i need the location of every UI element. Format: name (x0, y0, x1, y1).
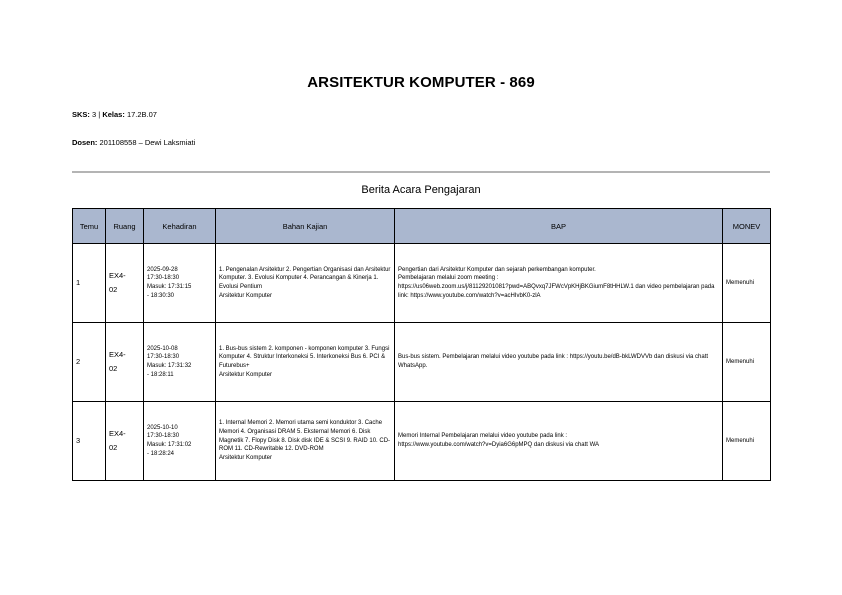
cell-monev: Memenuhi (723, 244, 771, 323)
cell-monev: Memenuhi (723, 402, 771, 481)
sks-value: 3 (92, 110, 97, 119)
cell-ruang: EX4- 02 (106, 244, 144, 323)
table-row (73, 402, 771, 481)
lecturer-info (72, 138, 195, 147)
cell-temu: 3 (73, 402, 106, 481)
cell-temu: 2 (73, 323, 106, 402)
cell-bahan-kajian: 1. Internal Memori 2. Memori utama semi konduktor 3. Cache Memori 4. Organisasi DRAM 5. Eksternal Memori 6. Disk Magnetik 7. Flopy Disk 8. Disk disk IDE & SCSI 9. RAID 10. CD-ROM 11. CD-Rewritable 12. DVD-ROM Arsitektur Komputer (216, 402, 395, 481)
cell-bahan-kajian: 1. Pengenalan Arsitektur 2. Pengertian Organisasi dan Arsitektur Komputer. 3. Evolusi Komputer 4. Perancangan & Kinerja 1. Evolusi Pentium Arsitektur Komputer (216, 244, 395, 323)
course-info (72, 110, 157, 119)
kelas-value: 17.2B.07 (126, 110, 157, 119)
bap-table (72, 208, 771, 481)
header-kehadiran: Kehadiran (144, 209, 216, 244)
cell-ruang: EX4- 02 (106, 402, 144, 481)
page-title: ARSITEKTUR KOMPUTER - 869 (307, 74, 535, 91)
header-bahan-kajian: Bahan Kajian (216, 209, 395, 244)
dosen-label: Dosen: (72, 138, 98, 147)
cell-bap: Memori Internal Pembelajaran melalui video youtube pada link : https://www.youtube.com/watch?v=Dyia6G6pMPQ dan diskusi via chatt WA (395, 402, 723, 481)
table-header-row (73, 209, 771, 244)
cell-temu: 1 (73, 244, 106, 323)
divider (72, 171, 770, 173)
cell-ruang: EX4- 02 (106, 323, 144, 402)
header-bap: BAP (395, 209, 723, 244)
table-row (73, 323, 771, 402)
header-monev: MONEV (723, 209, 771, 244)
cell-kehadiran: 2025-10-08 17:30-18:30 Masuk: 17:31:32 - 18:28:11 (144, 323, 216, 402)
cell-bahan-kajian: 1. Bus-bus sistem 2. komponen - komponen komputer 3. Fungsi Komputer 4. Struktur Interkoneksi 5. Interkoneksi Bus 6. PCI & Futurebus+ Arsitektur Komputer (216, 323, 395, 402)
separator: | (98, 110, 101, 119)
table-row (73, 244, 771, 323)
section-title: Berita Acara Pengajaran (361, 184, 481, 196)
cell-bap: Pengertian dari Arsitektur Komputer dan sejarah perkembangan komputer. Pembelajaran melalui zoom meeting : https://us06web.zoom.us/j/81129201081?pwd=ABQvxq7JFWcVpKHjBKGiumF8tHHLW.1 dan video pembelajaran pada link: https://www.youtube.com/watch?v=acHIvbK0-zlA (395, 244, 723, 323)
cell-bap: Bus-bus sistem. Pembelajaran melalui video youtube pada link : https://youtu.be/dB-bkLWDVVb dan diskusi via chatt WhatsApp. (395, 323, 723, 402)
cell-kehadiran: 2025-10-10 17:30-18:30 Masuk: 17:31:02 - 18:28:24 (144, 402, 216, 481)
sks-label: SKS: (72, 110, 90, 119)
kelas-label: Kelas: (102, 110, 125, 119)
header-temu: Temu (73, 209, 106, 244)
cell-monev: Memenuhi (723, 323, 771, 402)
dosen-value: 201108558 – Dewi Laksmiati (99, 138, 196, 147)
header-ruang: Ruang (106, 209, 144, 244)
cell-kehadiran: 2025-09-28 17:30-18:30 Masuk: 17:31:15 - 18:30:30 (144, 244, 216, 323)
